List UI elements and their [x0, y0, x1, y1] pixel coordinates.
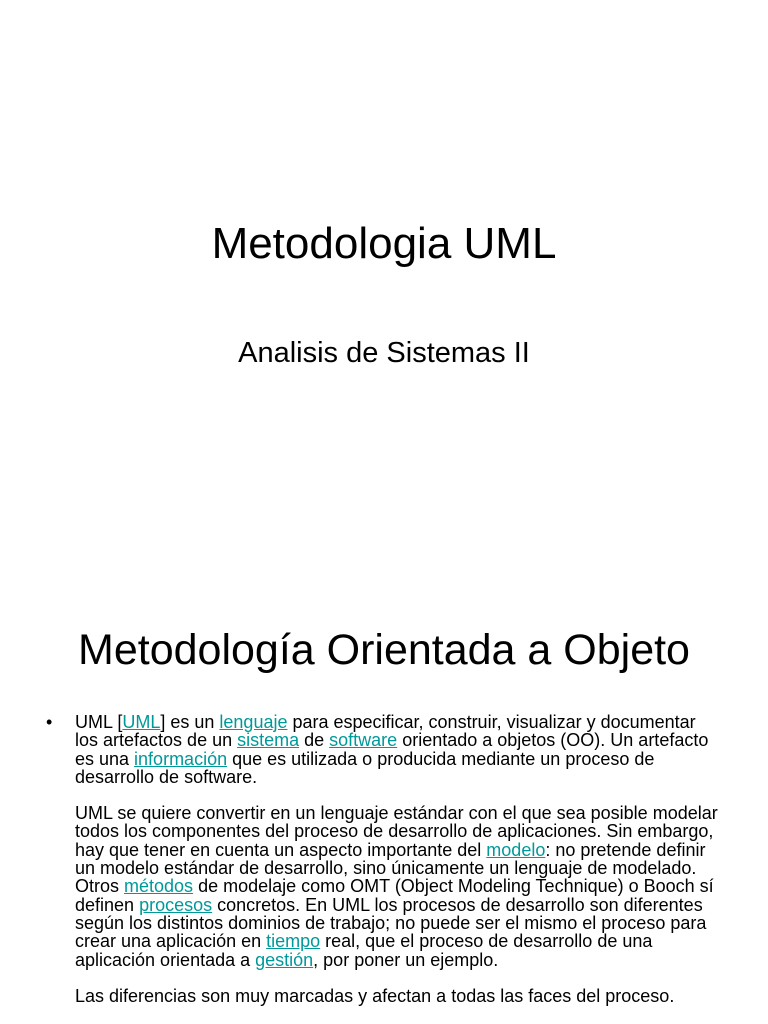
link-uml[interactable]: UML [122, 712, 161, 732]
link-procesos[interactable]: procesos [139, 894, 213, 915]
link-modelo[interactable]: modelo [486, 839, 546, 860]
link-metodos[interactable]: métodos [124, 876, 194, 897]
link-gestion[interactable]: gestión [255, 949, 314, 970]
paragraph-differences: Las diferencias son muy marcadas y afectan a todas las faces del proceso. [75, 985, 675, 1006]
slide-title: Metodologia UML [211, 219, 557, 268]
link-software[interactable]: software [329, 730, 398, 751]
link-lenguaje[interactable]: lenguaje [219, 712, 288, 732]
content-slide [0, 576, 768, 1024]
paragraph-uml-standard: UML se quiere convertir en un lenguaje estándar con el que sea posible modelar todos los componentes del proceso de desarrollo de aplicaciones. Sin embargo, hay que tener en cuenta un aspecto importante del modelo: no pretende definir un modelo estándar de desarrollo, sino únicamente un lenguaje de modelado. Otros métodos de modelaje como OMT (Object Modeling Technique) o Booch sí definen procesos concretos. En UML los procesos de desarrollo son diferentes según los distintos dominios de trabajo; no puede ser el mismo el proceso para crear una aplicación en tiempo real, que el proceso de desarrollo de una aplicación orientada a gestión, por poner un ejemplo. [75, 803, 718, 970]
bullet-item [75, 713, 720, 1023]
link-sistema[interactable]: sistema [237, 730, 300, 751]
bullet-icon: • [46, 712, 53, 732]
paragraph-uml-definition: UML [UML] es un lenguaje para especificar, construir, visualizar y documentar los artefactos de un sistema de software orientado a objetos (OO). Un artefacto es una información que es utilizada o producida mediante un proceso de desarrollo de software. [75, 712, 709, 787]
link-tiempo[interactable]: tiempo [266, 931, 321, 952]
slide-subtitle: Analisis de Sistemas II [238, 337, 530, 369]
slide-title: Metodología Orientada a Objeto [78, 626, 690, 674]
link-informacion[interactable]: información [134, 748, 228, 769]
